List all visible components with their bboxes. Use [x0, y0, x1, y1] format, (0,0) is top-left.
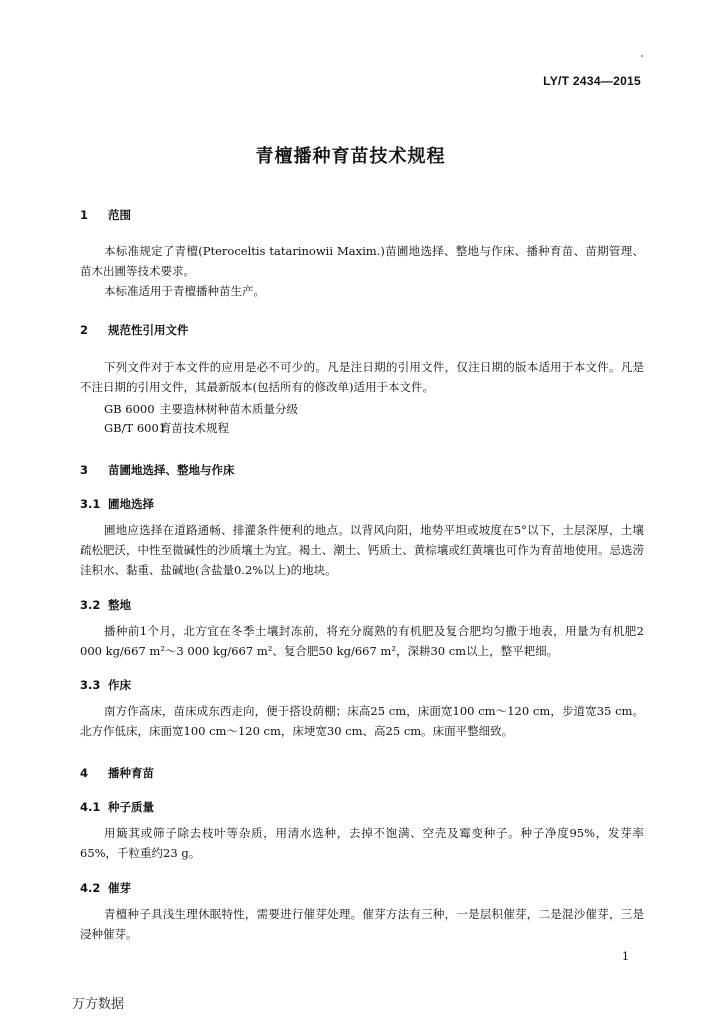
section-3-2-heading: [80, 597, 131, 613]
section-title: 播种育苗: [108, 766, 154, 780]
section-number: 2: [80, 323, 89, 337]
section-title: 种子质量: [108, 800, 154, 814]
section-2-paragraph: 下列文件对于本文件的应用是必不可少的。凡是注日期的引用文件，仅注日期的版本适用于本文件。凡是不注日期的引用文件，其最新版本(包括所有的修改单)适用于本文件。: [80, 360, 644, 394]
standard-code: LY/T 2434—2015: [543, 74, 641, 88]
reference-code: GB 6000: [104, 402, 155, 416]
section-4-1-paragraph: 用簸萁或筛子除去枝叶等杂质，用清水选种，去掉不饱满、空壳及霉变种子。种子净度95%，发芽率65%，千粒重约23 g。: [80, 826, 644, 860]
document-title: 青檀播种育苗技术规程: [255, 146, 446, 167]
section-1-paragraph-2: 本标准适用于青檀播种苗生产。: [104, 284, 265, 298]
reference-code: GB/T 6001: [104, 421, 167, 435]
section-1-heading: [80, 207, 131, 223]
section-1-paragraph-1: 本标准规定了青檀(Pteroceltis tatarinowii Maxim.)苗圃地选择、整地与作床、播种育苗、苗期管理、苗木出圃等技术要求。: [80, 244, 644, 278]
section-number: 3.2: [80, 598, 101, 612]
section-3-3-paragraph: 南方作高床，苗床成东西走向，便于搭设荫棚；床高25 cm，床面宽100 cm～120 cm，步道宽35 cm。北方作低床，床面宽100 cm～120 cm，床埂宽30 cm、高25 cm。床面平整细致。: [80, 704, 644, 738]
section-4-2-paragraph: 青檀种子具浅生理休眠特性，需要进行催芽处理。催芽方法有三种，一是层积催芽，二是混沙催芽，三是浸种催芽。: [80, 907, 644, 941]
section-3-3-heading: [80, 677, 131, 693]
reference-item: [104, 401, 298, 417]
section-3-1-paragraph: 圃地应选择在道路通畅、排灌条件便利的地点。以背风向阳，地势平坦或坡度在5°以下，土层深厚，土壤疏松肥沃，中性至微碱性的沙质壤土为宜。褐土、潮土、钙质土、黄棕壤或红黄壤也可作为育苗地使用。忌选涝洼积水、黏重、盐碱地(含盐量0.2%以上)的地块。: [80, 523, 644, 577]
scan-dot: [641, 55, 643, 57]
section-number: 4.2: [80, 881, 101, 895]
reference-name: 主要造林树种苗木质量分级: [160, 402, 298, 416]
section-2-heading: [80, 322, 189, 338]
section-title: 作床: [108, 678, 131, 692]
section-title: 苗圃地选择、整地与作床: [108, 463, 235, 477]
section-number: 4: [80, 766, 89, 780]
section-3-1-heading: [80, 496, 154, 512]
section-number: 3: [80, 463, 89, 477]
page-number: 1: [622, 950, 629, 963]
reference-item: [104, 420, 229, 436]
reference-name: 育苗技术规程: [160, 421, 229, 435]
section-4-heading: [80, 765, 154, 781]
section-title: 圃地选择: [108, 497, 154, 511]
section-3-heading: [80, 462, 235, 478]
section-number: 3.1: [80, 497, 101, 511]
section-number: 4.1: [80, 800, 101, 814]
section-title: 整地: [108, 598, 131, 612]
section-number: 1: [80, 208, 89, 222]
section-number: 3.3: [80, 678, 101, 692]
section-title: 规范性引用文件: [108, 323, 189, 337]
section-title: 范围: [108, 208, 131, 222]
section-4-2-heading: [80, 880, 131, 896]
section-3-2-paragraph: 播种前1个月，北方宜在冬季土壤封冻前，将充分腐熟的有机肥及复合肥均匀撒于地表，用量为有机肥2 000 kg/667 m²～3 000 kg/667 m²、复合肥50 kg/667 m²，深耕30 cm以上，整平耙细。: [80, 624, 644, 658]
section-title: 催芽: [108, 881, 131, 895]
section-4-1-heading: [80, 799, 154, 815]
watermark: 万方数据: [72, 997, 125, 1012]
